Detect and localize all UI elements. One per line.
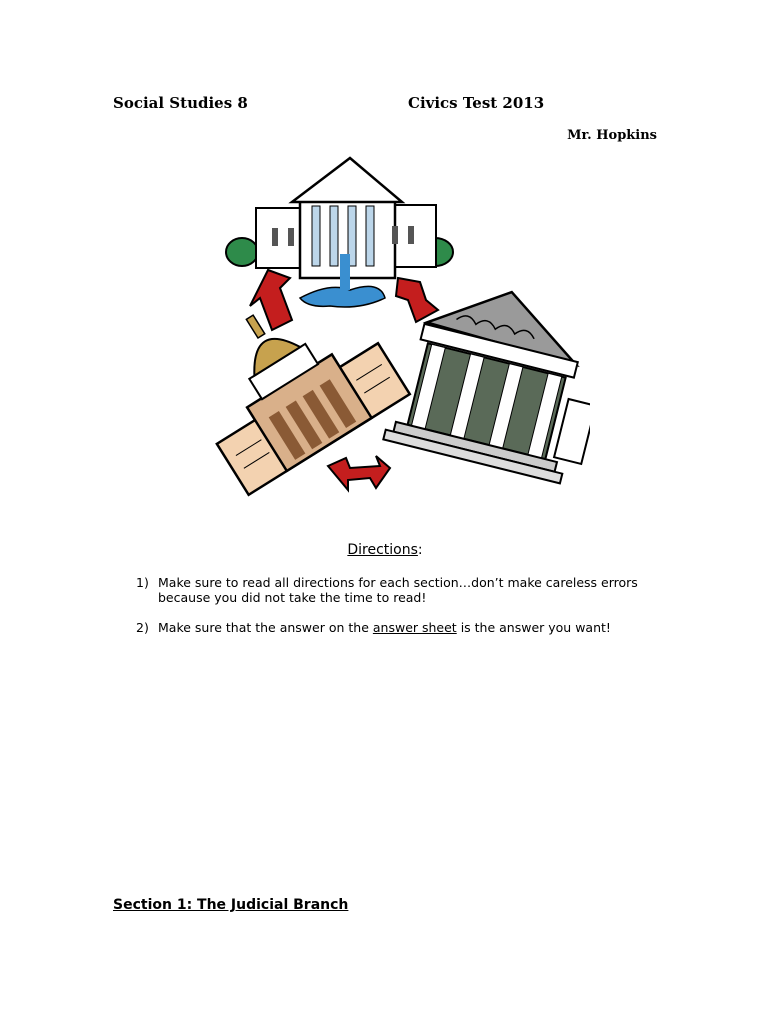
direction-text-line-1: Make sure to read all directions for each section…don’t make careless errors [158,575,638,590]
direction-number: 2) [136,620,149,635]
directions-heading-text: Directions [347,542,418,558]
direction-number: 1) [136,575,149,590]
section-heading: Section 1: The Judicial Branch [113,897,349,913]
directions-heading-colon: : [417,542,423,558]
direction-text [158,620,658,635]
direction-text [158,575,658,605]
subject-label: Social Studies 8 [113,94,248,112]
direction-text-line-2: because you did not take the time to read! [158,590,427,605]
directions-heading [0,542,770,558]
answer-sheet-term: answer sheet [372,620,457,635]
direction-text-before: Make sure that the answer on the [158,620,373,635]
teacher-name: Mr. Hopkins [567,128,657,143]
three-branches-of-government-clipart [180,150,590,535]
direction-text-after: is the answer you want! [456,620,611,635]
test-title: Civics Test 2013 [408,94,545,112]
